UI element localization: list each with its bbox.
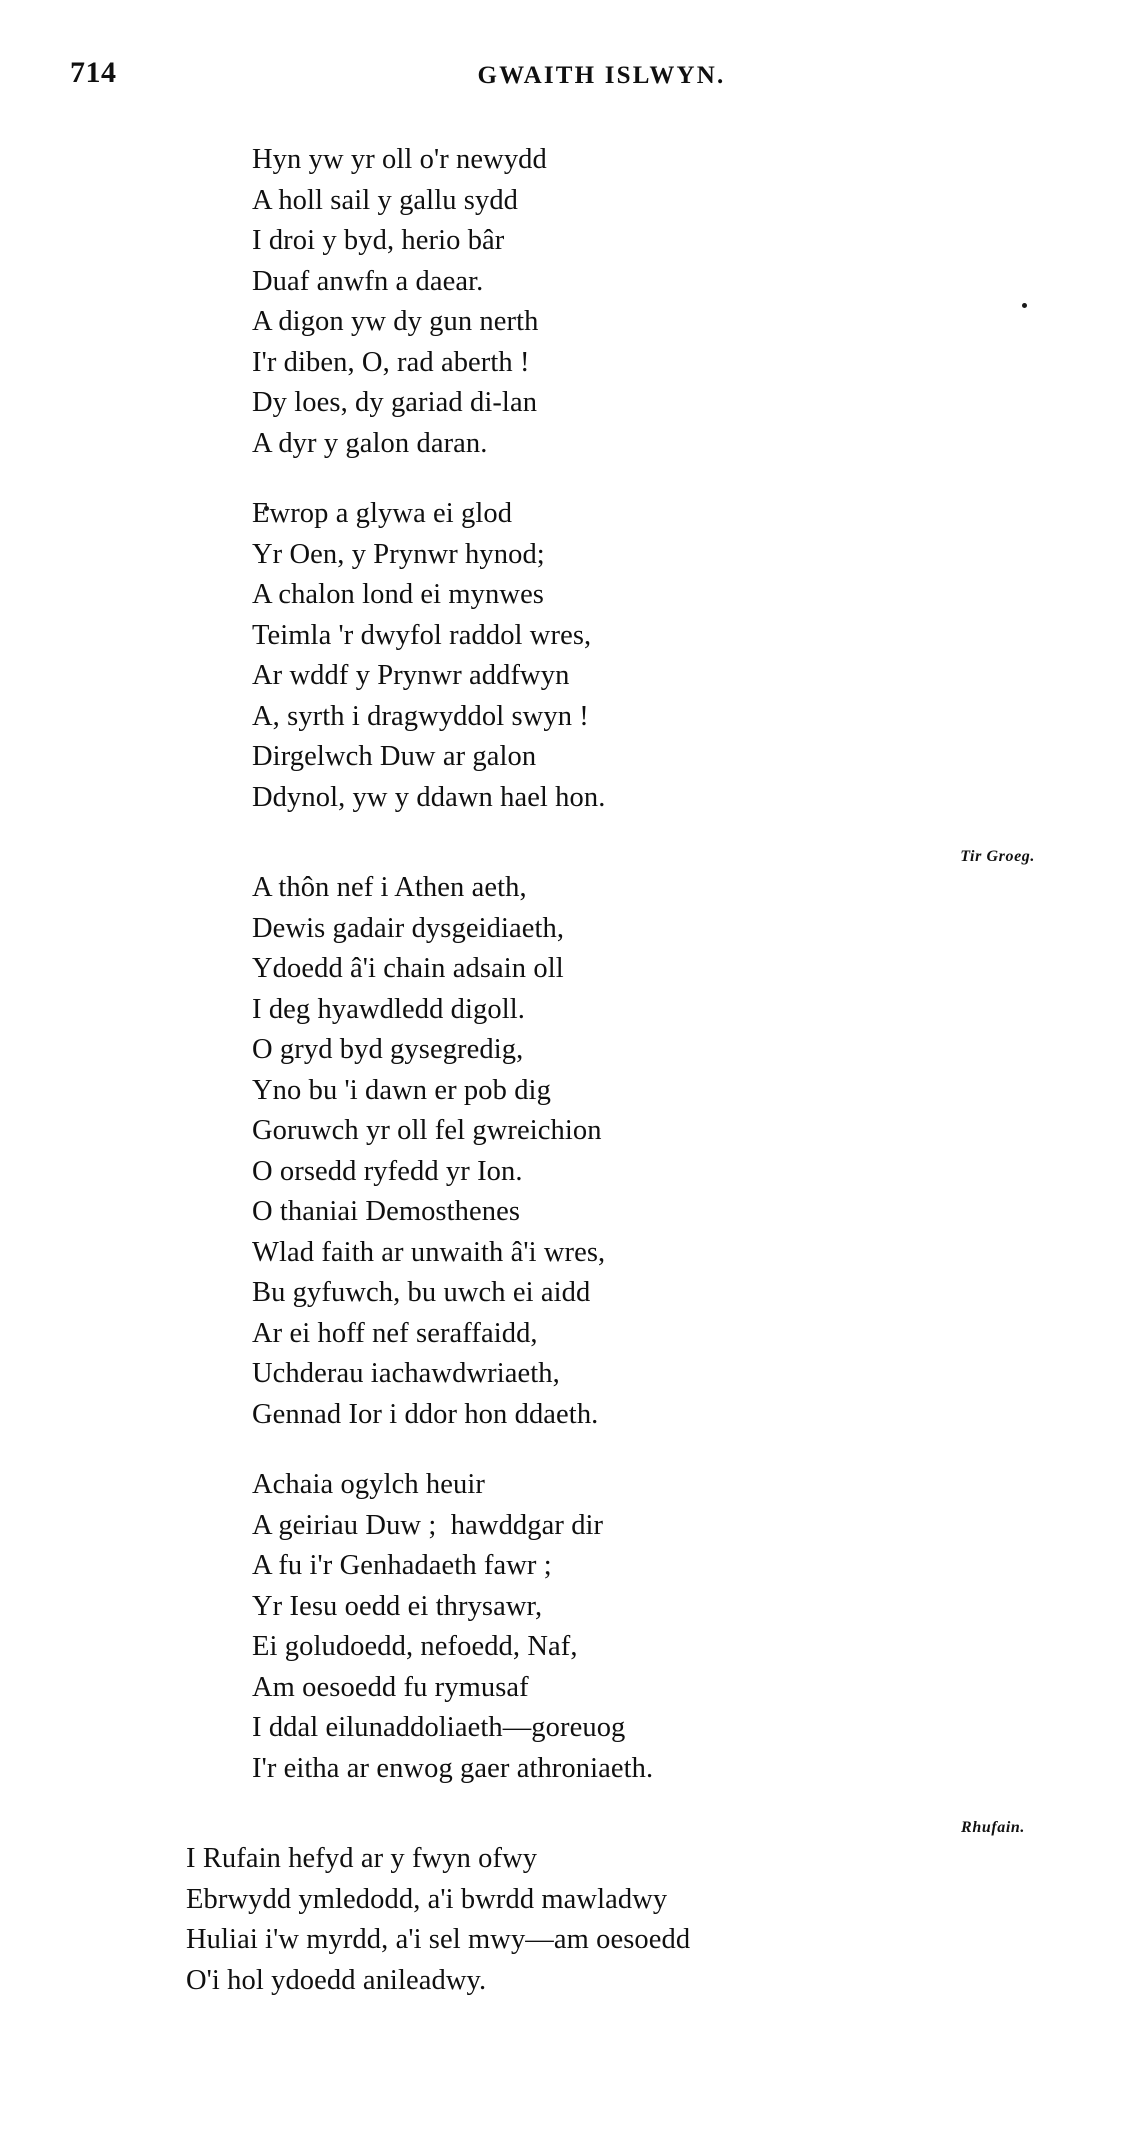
running-title: GWAITH ISLWYN.: [477, 62, 726, 89]
verse-line: Huliai i'w myrdd, a'i sel mwy—am oesoedd: [186, 1924, 691, 1955]
stanza: [252, 868, 1073, 1435]
verse-line: Ewrop a glywa ei glod: [252, 498, 513, 529]
marginal-note: Rhufain.: [961, 1819, 1025, 1836]
verse-line: A holl sail y gallu sydd: [252, 184, 519, 216]
verse-line: O'i hol ydoedd anileadwy.: [186, 1964, 487, 1996]
page-header: [70, 56, 1073, 110]
verse-line: I Rufain hefyd ar y fwyn ofwy: [186, 1843, 538, 1874]
verse-line: Teimla 'r dwyfol raddol wres,: [252, 619, 592, 651]
verse-line: A dyr y galon daran.: [252, 427, 488, 459]
verse-line: A fu i'r Genhadaeth fawr ;: [252, 1550, 552, 1581]
verse-line: I ddal eilunaddoliaeth—goreuog: [252, 1712, 626, 1743]
verse-line: Dewis gadair dysgeidiaeth,: [252, 912, 565, 944]
verse-line: I deg hyawdledd digoll.: [252, 993, 525, 1025]
verse-line: Ydoedd â'i chain adsain oll: [252, 953, 564, 984]
verse-line: Uchderau iachawdwriaeth,: [252, 1358, 560, 1389]
verse-line: Yno bu 'i dawn er pob dig: [252, 1074, 551, 1106]
verse-line: Goruwch yr oll fel gwreichion: [252, 1115, 602, 1146]
verse-line: Ddynol, yw y ddawn hael hon.: [252, 781, 606, 813]
page-number: 714: [70, 56, 117, 89]
marginal-note: Tir Groeg.: [960, 848, 1035, 865]
stanza: [252, 140, 1073, 464]
verse-line: Hyn yw yr oll o'r newydd: [252, 144, 547, 175]
verse-line: I'r eitha ar enwog gaer athroniaeth.: [252, 1752, 654, 1784]
stanza: [252, 1465, 1073, 1789]
verse-line: A thôn nef i Athen aeth,: [252, 872, 527, 903]
verse-line: A chalon lond ei mynwes: [252, 579, 545, 610]
verse-line: A geiriau Duw ; hawddgar dir: [252, 1509, 604, 1541]
verse-line: Achaia ogylch heuir: [252, 1469, 485, 1500]
verse-line: A digon yw dy gun nerth: [252, 306, 539, 337]
verse-line: Ar ei hoff nef seraffaidd,: [252, 1317, 538, 1349]
verse-line: O orsedd ryfedd yr Ion.: [252, 1155, 523, 1187]
poem-body: [70, 140, 1073, 2001]
stanza: [252, 494, 1073, 818]
verse-line: Ebrwydd ymledodd, a'i bwrdd mawladwy: [186, 1883, 668, 1915]
verse-line: Am oesoedd fu rymusaf: [252, 1671, 529, 1703]
stanza: [186, 1839, 1073, 2001]
verse-line: I droi y byd, herio bâr: [252, 225, 505, 256]
verse-line: Ei goludoedd, nefoedd, Naf,: [252, 1631, 578, 1662]
verse-line: Wlad faith ar unwaith â'i wres,: [252, 1236, 606, 1268]
verse-line: O gryd byd gysegredig,: [252, 1034, 524, 1065]
verse-line: I'r diben, O, rad aberth !: [252, 346, 530, 378]
verse-line: A, syrth i dragwyddol swyn !: [252, 700, 589, 732]
verse-line: Yr Iesu oedd ei thrysawr,: [252, 1590, 543, 1622]
verse-line: Dirgelwch Duw ar galon: [252, 741, 537, 772]
verse-line: Dy loes, dy gariad di-lan: [252, 387, 538, 418]
verse-line: Yr Oen, y Prynwr hynod;: [252, 538, 545, 570]
verse-line: Gennad Ior i ddor hon ddaeth.: [252, 1398, 599, 1430]
verse-line: O thaniai Demosthenes: [252, 1196, 521, 1227]
verse-line: Ar wddf y Prynwr addfwyn: [252, 660, 570, 691]
verse-line: Duaf anwfn a daear.: [252, 265, 484, 297]
verse-line: Bu gyfuwch, bu uwch ei aidd: [252, 1277, 591, 1308]
